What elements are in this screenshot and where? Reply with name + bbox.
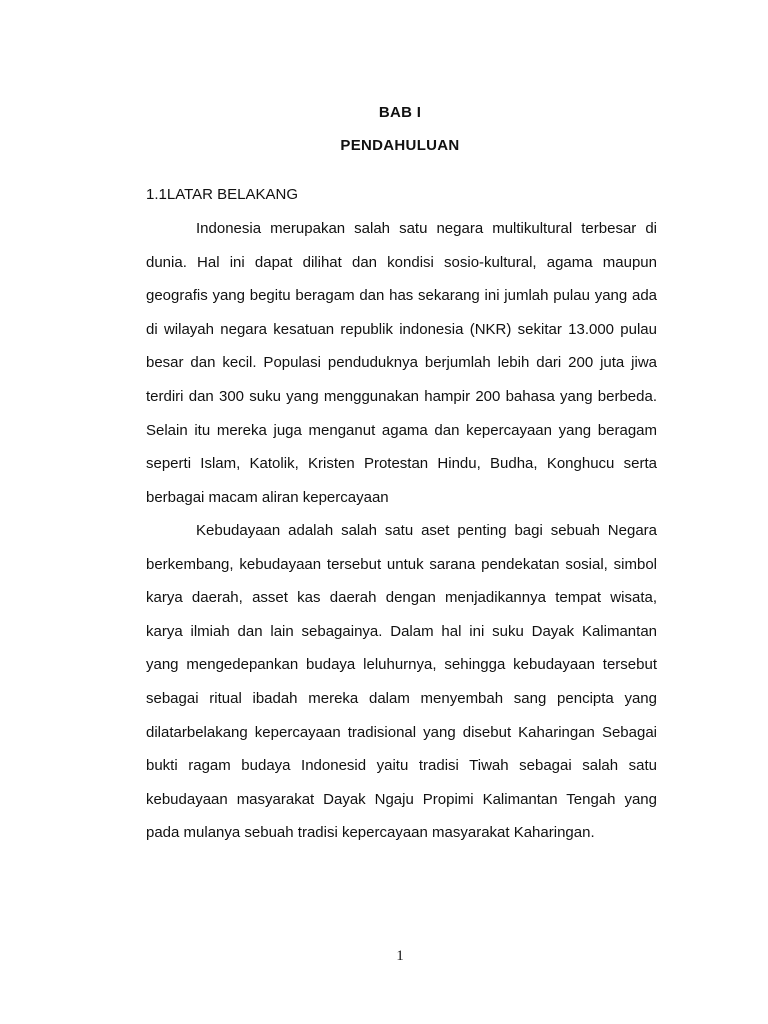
chapter-label: BAB I (378, 104, 422, 121)
body-paragraph: Kebudayaan adalah salah satu aset penting bagi sebuah Negara berkembang, kebudayaan tersebut untuk sarana pendekatan sosial, simbol karya daerah, asset kas daerah dengan menjadikannya tempat wisata, karya ilmiah dan lain sebagainya. Dalam hal ini suku Dayak Kalimantan yang mengedepankan budaya leluhurnya, sehingga kebudayaan tersebut sebagai ritual ibadah mereka dalam menyembah sang pencipta yang dilatarbelakang kepercayaan tradisional yang disebut Kaharingan Sebagai bukti ragam budaya Indonesid yaitu tradisi Tiwah sebagai salah satu kebudayaan masyarakat Dayak Ngaju Propimi Kalimantan Tengah yang pada mulanya sebuah tradisi kepercayaan masyarakat Kaharingan. (146, 522, 657, 842)
section-heading: 1.1LATAR BELAKANG (146, 186, 299, 203)
page-number: 1 (396, 948, 404, 964)
body-paragraph: Indonesia merupakan salah satu negara multikultural terbesar di dunia. Hal ini dapat dilihat dan kondisi sosio-kultural, agama maupun geografis yang begitu beragam dan has sekarang ini jumlah pulau yang ada di wilayah negara kesatuan republik indonesia (NKR) sekitar 13.000 pulau besar dan kecil. Populasi penduduknya berjumlah lebih dari 200 juta jiwa terdiri dan 300 suku yang menggunakan hampir 200 bahasa yang berbeda. Selain itu mereka juga menganut agama dan kepercayaan yang beragam seperti Islam, Katolik, Kristen Protestan Hindu, Budha, Konghucu serta berbagai macam aliran kepercayaan (146, 220, 657, 506)
chapter-title: PENDAHULUAN (340, 137, 460, 154)
